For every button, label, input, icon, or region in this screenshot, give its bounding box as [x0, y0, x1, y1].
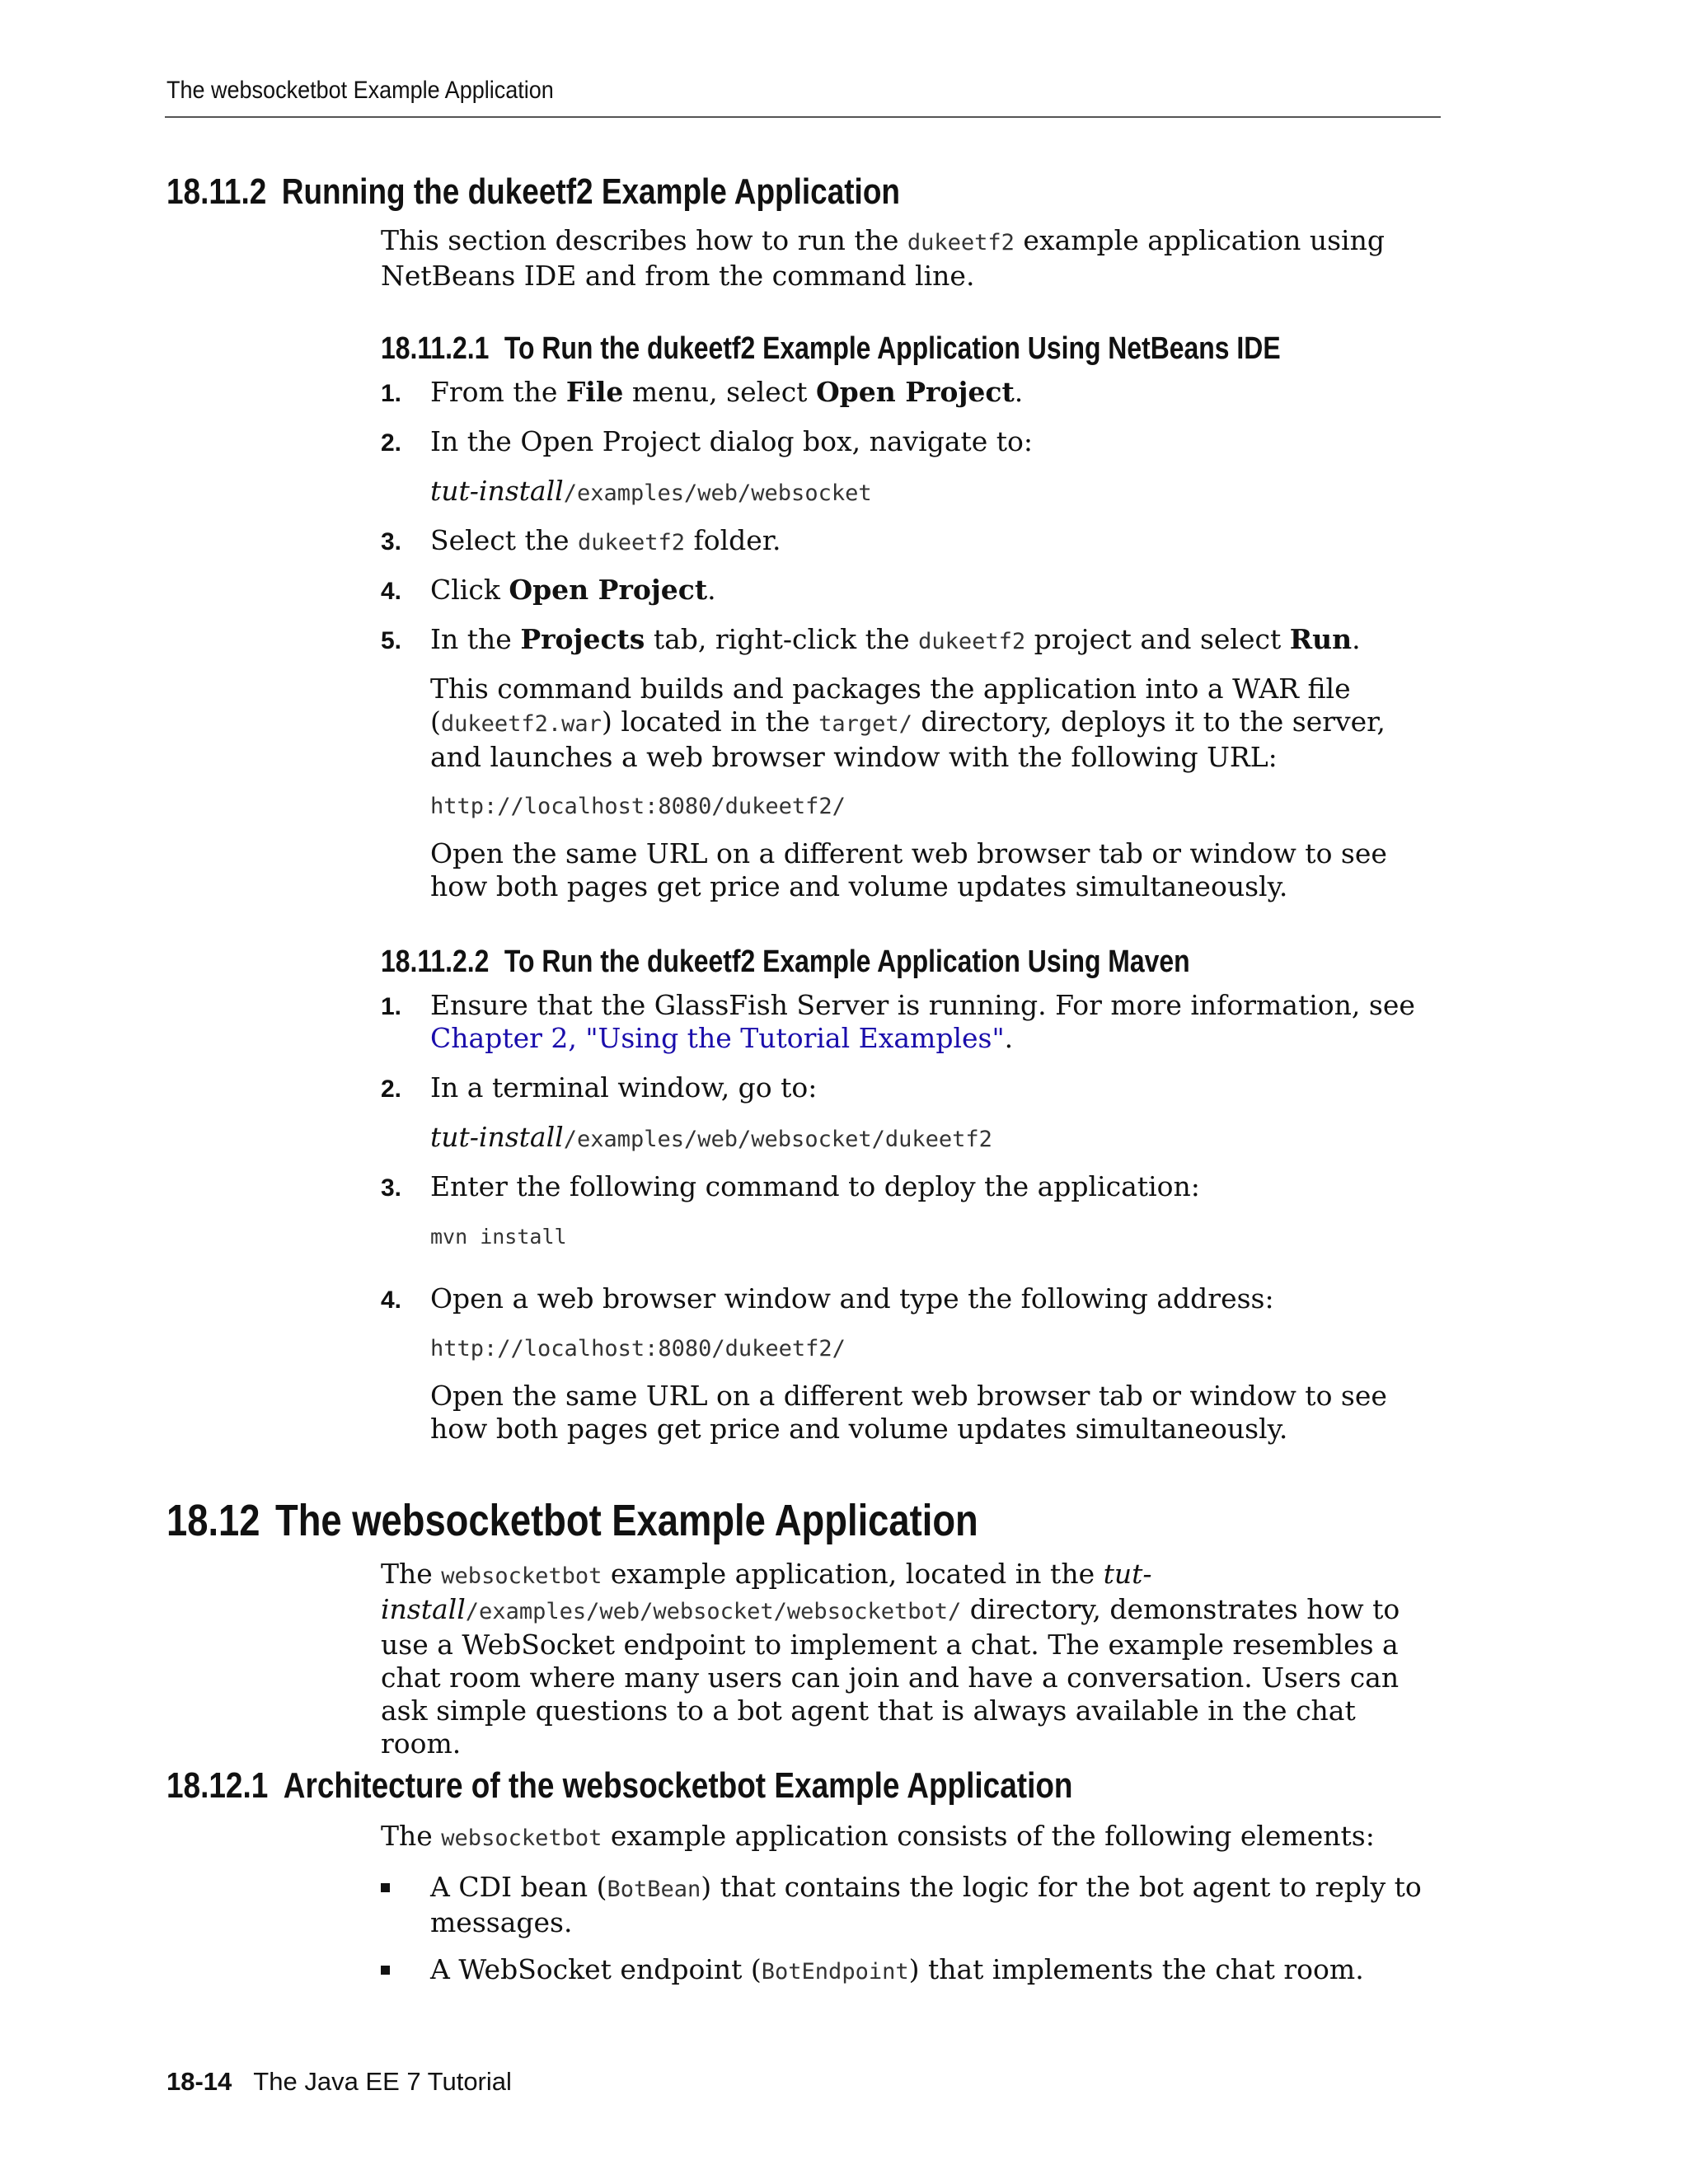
note-paragraph: Open the same URL on a different web browser tab or window to see how both pages get price and volume updates simultaneously.: [430, 837, 1387, 902]
note-paragraph-maven: Open the same URL on a different web browser tab or window to see how both pages get price and volume updates simultaneously.: [430, 1380, 1387, 1445]
page-number: 18-14: [166, 2067, 232, 2096]
path-websocket: tut-install/examples/web/websocket: [430, 475, 872, 507]
chapter-2-link[interactable]: Chapter 2, "Using the Tutorial Examples": [430, 1022, 1005, 1054]
architecture-intro: The websocketbot example application consists of the following elements:: [381, 1820, 1375, 1852]
heading-18-12-1: 18.12.1 Architecture of the websocketbot Example Application: [166, 1765, 1073, 1806]
header-rule: [165, 116, 1441, 118]
url-code-maven: http://localhost:8080/dukeetf2/: [430, 1336, 846, 1361]
running-header: The websocketbot Example Application: [166, 77, 554, 104]
intro-paragraph: This section describes how to run the dukeetf2 example application using NetBeans IDE and from the command line.: [381, 224, 1385, 292]
path-dukeetf2: tut-install/examples/web/websocket/dukeetf2: [430, 1121, 992, 1153]
mvn-command: mvn install: [430, 1225, 567, 1249]
websocketbot-paragraph: The websocketbot example application, located in the tut-install/examples/web/websocket/websocketbot/ directory, demonstrates how to use a WebSocket endpoint to implement a chat. The example resembles a chat room where many users can join and have a conversation. Users can ask simple questions to a bot agent that is always available in the chat room.: [381, 1558, 1400, 1760]
document-page: The websocketbot Example Application 18.11.2 Running the dukeetf2 Example Application This section describes how to run the dukeetf2 example application using NetBeans IDE and from the command line. 18.11.2.1 To Run the dukeetf2 Example Application Using NetBeans IDE 1. From the File menu, select Open Project. 2. In the Open Project dialog box, navigate to: tut-install/examples/web/websocket 3. Select the dukeetf2 folder. 4. Click Open Project. 5. In the Projects tab, right-click the dukeetf2 project and select Run. This command builds and packages the application into a WAR file (dukeetf2.war) located in the target/ directory, deploys it to the server, and launches a web browser window with the following URL: http://localhost:8080/dukeetf2/ Open the same URL on a different web browser tab or window to see how both pages get price and volume updates simultaneously. 18.11.2.2 To Run the dukeetf2 Example Application Using Maven 1. Ensure that the GlassFish Server is running. For more information, see Chapter 2, "Using the Tutorial Examples". 2. In a terminal window, go to: tut-install/examples/web/websocket/dukeetf2 3. Enter the following command to deploy the application: mvn install 4. Open a web browser window and type the following address: http://localhost:8080/dukeetf2/ Open the same URL on a different web browser tab or window to see how both pages get price and volume updates simultaneously. 18.12 The websocketbot Example Application The websocketbot example application, located in the tut-install/examples/web/websocket/websocketbot/ directory, demonstrates how to use a WebSocket endpoint to implement a chat. The example resembles a chat room where many users can join and have a conversation. Users can ask simple questions to a bot agent that is always available in the chat room. 18.12.1 Architecture of the websocketbot Example Application The websocketbot example application consists of the following elements: A CDI bean (BotBean) that contains the logic for the bot agent to reply to messages. A WebSocket endpoint (BotEndpoint) that implements the chat room. 18-14 The Java EE 7 Tutorial: [0, 0, 1688, 2184]
heading-18-11-2: 18.11.2 Running the dukeetf2 Example Application: [166, 171, 900, 212]
heading-18-12: 18.12 The websocketbot Example Application: [166, 1496, 978, 1545]
bullet-square-icon: [381, 1883, 390, 1892]
heading-18-11-2-2: 18.11.2.2 To Run the dukeetf2 Example Application Using Maven: [381, 944, 1190, 979]
build-description: This command builds and packages the application into a WAR file (dukeetf2.war) located in the target/ directory, deploys it to the server, and launches a web browser window with the following URL:: [430, 673, 1386, 773]
book-title: The Java EE 7 Tutorial: [253, 2067, 512, 2096]
page-footer: [166, 2067, 512, 2097]
url-code: http://localhost:8080/dukeetf2/: [430, 794, 846, 819]
bullet-square-icon: [381, 1966, 390, 1975]
heading-18-11-2-1: 18.11.2.1 To Run the dukeetf2 Example Application Using NetBeans IDE: [381, 331, 1281, 366]
